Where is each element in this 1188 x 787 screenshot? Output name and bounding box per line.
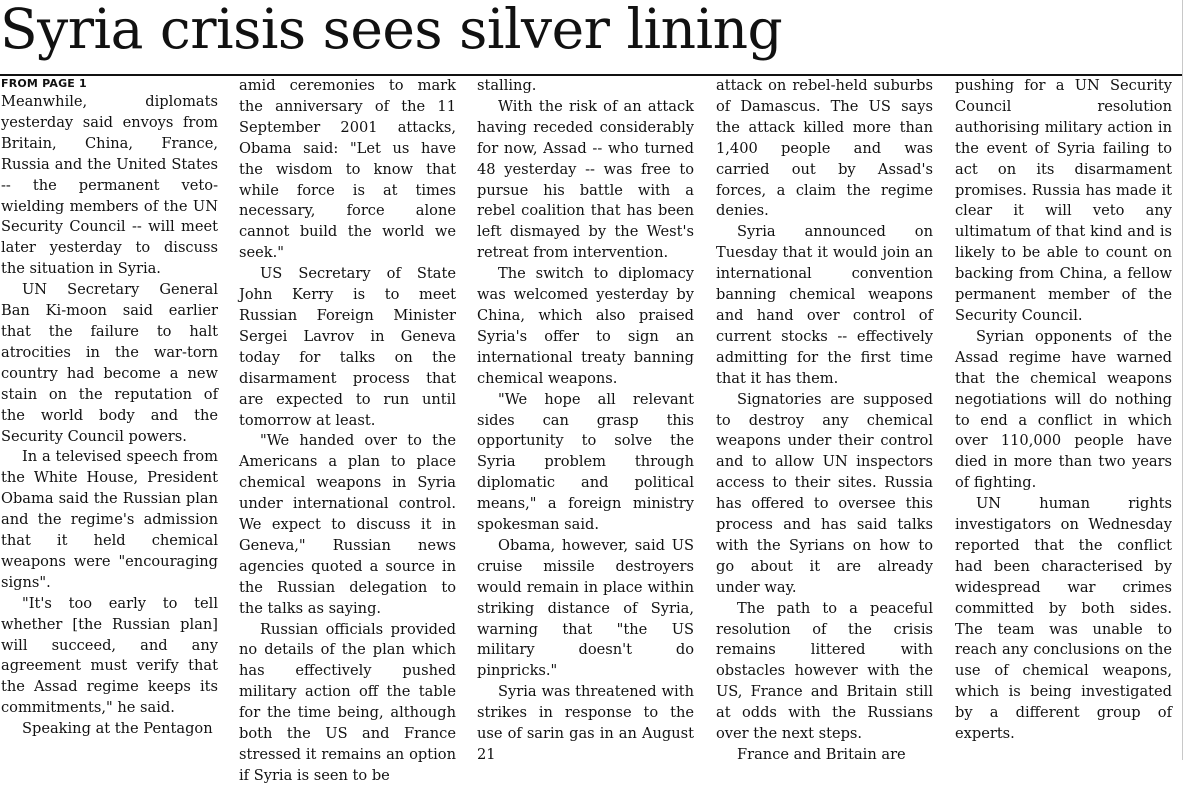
article-column-3 (477, 76, 694, 763)
paragraph: "It's too early to tell whether [the Russian plan] will succeed, and any agreement must verify that the Assad regime keeps its commitments," he said. (1, 594, 218, 717)
paragraph: Meanwhile, diplomats yesterday said envoys from Britain, China, France, Russia and the United States -- the permanent veto-wielding members of the UN Security Council -- will meet later yesterday to discuss the situation in Syria. (1, 93, 218, 278)
paragraph: The path to a peaceful resolution of the crisis remains littered with obstacles however with the US, France and Britain still at odds with the Russians over the next steps. (716, 599, 933, 743)
article-column-4 (716, 76, 933, 763)
headline: Syria crisis sees silver lining (0, 0, 783, 61)
paragraph: Speaking at the Pentagon (22, 720, 213, 738)
paragraph: Signatories are supposed to destroy any chemical weapons under their control and to allow UN inspectors access to their sites. Russia has offered to oversee this process and has said talks with the Syrians on how to go about it are already under way. (716, 390, 933, 596)
paragraph: attack on rebel-held suburbs of Damascus. The US says the attack killed more than 1,400 people and was carried out by Assad's forces, a claim the regime denies. (716, 77, 933, 220)
paragraph: In a televised speech from the White House, President Obama said the Russian plan and the regime's admission that it held chemical weapons were "encouraging signs". (1, 448, 218, 591)
paragraph: "We handed over to the Americans a plan to place chemical weapons in Syria under international control. We expect to discuss it in Geneva," Russian news agencies quoted a source in the Russian delegation to the talks as saying. (239, 432, 456, 617)
paragraph: With the risk of an attack having receded considerably for now, Assad -- who turned 48 yesterday -- was free to pursue his battle with a rebel coalition that has been left dismayed by the West's retreat from intervention. (477, 97, 694, 262)
paragraph: France and Britain are (737, 746, 906, 763)
paragraph: The switch to diplomacy was welcomed yesterday by China, which also praised Syria's offer to sign an international treaty banning chemical weapons. (477, 265, 694, 387)
paragraph: stalling. (477, 77, 537, 94)
paragraph: Syria was threatened with strikes in response to the use of sarin gas in an August 21 (477, 683, 694, 763)
paragraph: UN human rights investigators on Wednesday reported that the conflict had been characterised by widespread war crimes committed by both sides. The team was unable to reach any conclusions on the use of chemical weapons, which is being investigated by a different group of experts. (955, 495, 1172, 743)
paragraph: UN Secretary General Ban Ki-moon said earlier that the failure to halt atrocities in the war-torn country had become a new stain on the reputation of the world body and the Security Council powers. (1, 281, 218, 445)
paragraph: Syrian opponents of the Assad regime have warned that the chemical weapons negotiations will do nothing to end a conflict in which over 110,000 people have died in more than two years of fighting. (955, 327, 1172, 492)
paragraph: "We hope all relevant sides can grasp this opportunity to solve the Syria problem through diplomatic and political means," a foreign ministry spokesman said. (477, 390, 694, 534)
article-column-2 (239, 76, 456, 784)
paragraph: Russian officials provided no details of the plan which has effectively pushed military action off the table for the time being, although both the US and France stressed it remains an option if Syria is seen to be (239, 620, 456, 784)
article-column-1 (1, 76, 218, 760)
paragraph: pushing for a UN Security Council resolution authorising military action in the event of Syria failing to act on its disarmament promises. Russia has made it clear it will veto any ultimatum of that kind and is likely to be able to count on backing from China, a fellow permanent member of the Security Council. (955, 77, 1172, 324)
paragraph: Obama, however, said US cruise missile destroyers would remain in place within striking distance of Syria, warning that "the US military doesn't do pinpricks." (477, 536, 694, 680)
article-column-5 (955, 76, 1172, 760)
clipping-edge (1182, 0, 1183, 760)
kicker-from-page: FROM PAGE 1 (1, 77, 87, 90)
paragraph: US Secretary of State John Kerry is to meet Russian Foreign Minister Sergei Lavrov in Geneva today for talks on the disarmament process that are expected to run until tomorrow at least. (239, 265, 456, 429)
paragraph: amid ceremonies to mark the anniversary of the 11 September 2001 attacks, Obama said: "Let us have the wisdom to know that while force is at times necessary, force alone cannot build the world we seek." (239, 77, 456, 262)
paragraph: Syria announced on Tuesday that it would join an international convention banning chemical weapons and hand over control of current stocks -- effectively admitting for the first time that it has them. (716, 223, 933, 387)
